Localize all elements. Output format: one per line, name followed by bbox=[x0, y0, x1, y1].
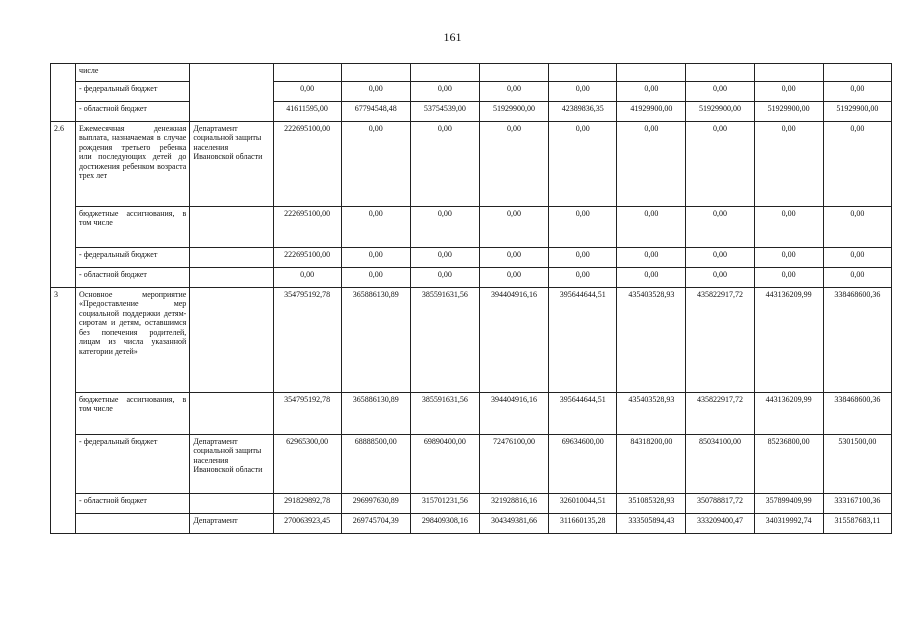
value-cell: 68888500,00 bbox=[341, 435, 410, 494]
value-cell: 0,00 bbox=[341, 248, 410, 268]
value-cell: 0,00 bbox=[754, 207, 823, 248]
row-code: 2.6 bbox=[51, 122, 76, 288]
value-cell: 72476100,00 bbox=[479, 435, 548, 494]
value-cell: 222695100,00 bbox=[273, 248, 341, 268]
value-cell: 0,00 bbox=[273, 268, 341, 288]
row-department bbox=[190, 288, 273, 393]
table-row bbox=[51, 268, 892, 288]
value-cell: 69634600,00 bbox=[549, 435, 617, 494]
value-cell: 0,00 bbox=[686, 268, 754, 288]
value-cell: 0,00 bbox=[479, 248, 548, 268]
table-row bbox=[51, 122, 892, 207]
table-row bbox=[51, 207, 892, 248]
table-row bbox=[51, 393, 892, 435]
value-cell: 321928816,16 bbox=[479, 494, 548, 514]
value-cell: 85034100,00 bbox=[686, 435, 754, 494]
value-cell: 311660135,28 bbox=[549, 514, 617, 534]
value-cell: 357899409,99 bbox=[754, 494, 823, 514]
value-cell: 340319992,74 bbox=[754, 514, 823, 534]
row-department bbox=[190, 248, 273, 268]
value-cell: 333209400,47 bbox=[686, 514, 754, 534]
value-cell: 0,00 bbox=[410, 207, 479, 248]
value-cell: 0,00 bbox=[549, 122, 617, 207]
value-cell: 85236800,00 bbox=[754, 435, 823, 494]
value-cell: 0,00 bbox=[341, 207, 410, 248]
value-cell: 67794548,48 bbox=[341, 102, 410, 122]
value-cell: 0,00 bbox=[617, 122, 686, 207]
row-description: - федеральный бюджет bbox=[76, 248, 190, 268]
value-cell: 338468600,36 bbox=[823, 288, 891, 393]
value-cell: 394404916,16 bbox=[479, 288, 548, 393]
value-cell: 0,00 bbox=[410, 122, 479, 207]
value-cell: 315701231,56 bbox=[410, 494, 479, 514]
value-cell: 350788817,72 bbox=[686, 494, 754, 514]
table-row bbox=[51, 82, 892, 102]
row-department: Департамент социальной защиты населения Ивановской области bbox=[190, 435, 273, 494]
value-cell: 435403528,93 bbox=[617, 393, 686, 435]
row-description: - областной бюджет bbox=[76, 268, 190, 288]
value-cell bbox=[754, 64, 823, 82]
row-department bbox=[190, 494, 273, 514]
row-code bbox=[51, 64, 76, 122]
value-cell: 435403528,93 bbox=[617, 288, 686, 393]
value-cell bbox=[479, 64, 548, 82]
value-cell: 0,00 bbox=[754, 82, 823, 102]
value-cell: 51929900,00 bbox=[823, 102, 891, 122]
value-cell bbox=[823, 64, 891, 82]
value-cell: 0,00 bbox=[549, 268, 617, 288]
value-cell: 53754539,00 bbox=[410, 102, 479, 122]
row-department bbox=[190, 393, 273, 435]
table-row bbox=[51, 435, 892, 494]
value-cell: 315587683,11 bbox=[823, 514, 891, 534]
value-cell: 0,00 bbox=[823, 122, 891, 207]
value-cell: 41611595,00 bbox=[273, 102, 341, 122]
value-cell: 0,00 bbox=[686, 248, 754, 268]
value-cell: 394404916,16 bbox=[479, 393, 548, 435]
row-description: Ежемесячная денежная выплата, назначаемая в случае рождения третьего ребенка или последующих детей до достижения ребенком возраста трех лет bbox=[76, 122, 190, 207]
row-department bbox=[190, 268, 273, 288]
value-cell: 0,00 bbox=[686, 207, 754, 248]
value-cell: 333505894,43 bbox=[617, 514, 686, 534]
value-cell: 51929900,00 bbox=[686, 102, 754, 122]
value-cell bbox=[549, 64, 617, 82]
value-cell: 435822917,72 bbox=[686, 393, 754, 435]
value-cell: 443136209,99 bbox=[754, 393, 823, 435]
value-cell: 0,00 bbox=[341, 122, 410, 207]
value-cell: 435822917,72 bbox=[686, 288, 754, 393]
value-cell: 0,00 bbox=[617, 207, 686, 248]
row-description: - федеральный бюджет bbox=[76, 82, 190, 102]
value-cell: 0,00 bbox=[617, 268, 686, 288]
value-cell: 354795192,78 bbox=[273, 393, 341, 435]
budget-table bbox=[50, 63, 892, 534]
row-description: числе bbox=[76, 64, 190, 82]
value-cell: 0,00 bbox=[549, 207, 617, 248]
row-department bbox=[190, 207, 273, 248]
table-row bbox=[51, 102, 892, 122]
value-cell: 0,00 bbox=[617, 82, 686, 102]
value-cell bbox=[273, 64, 341, 82]
row-description: - областной бюджет bbox=[76, 494, 190, 514]
page-number: 161 bbox=[443, 30, 462, 44]
value-cell: 0,00 bbox=[754, 248, 823, 268]
value-cell: 0,00 bbox=[341, 82, 410, 102]
value-cell: 0,00 bbox=[754, 122, 823, 207]
value-cell: 385591631,56 bbox=[410, 393, 479, 435]
value-cell: 222695100,00 bbox=[273, 207, 341, 248]
value-cell: 0,00 bbox=[686, 122, 754, 207]
value-cell: 0,00 bbox=[479, 268, 548, 288]
value-cell: 395644644,51 bbox=[549, 393, 617, 435]
table-row bbox=[51, 288, 892, 393]
value-cell: 0,00 bbox=[686, 82, 754, 102]
value-cell: 365886130,89 bbox=[341, 288, 410, 393]
value-cell bbox=[686, 64, 754, 82]
value-cell: 0,00 bbox=[410, 268, 479, 288]
table-row bbox=[51, 514, 892, 534]
value-cell: 222695100,00 bbox=[273, 122, 341, 207]
value-cell: 84318200,00 bbox=[617, 435, 686, 494]
value-cell: 269745704,39 bbox=[341, 514, 410, 534]
row-description: бюджетные ассигнования, в том числе bbox=[76, 393, 190, 435]
table-row bbox=[51, 64, 892, 82]
row-description: - федеральный бюджет bbox=[76, 435, 190, 494]
value-cell: 395644644,51 bbox=[549, 288, 617, 393]
table-row bbox=[51, 248, 892, 268]
row-department: Департамент социальной защиты населения Ивановской области bbox=[190, 122, 273, 207]
value-cell: 0,00 bbox=[410, 82, 479, 102]
value-cell: 51929900,00 bbox=[754, 102, 823, 122]
value-cell: 69890400,00 bbox=[410, 435, 479, 494]
value-cell: 0,00 bbox=[754, 268, 823, 288]
value-cell: 0,00 bbox=[823, 207, 891, 248]
value-cell: 333167100,36 bbox=[823, 494, 891, 514]
value-cell: 0,00 bbox=[341, 268, 410, 288]
value-cell: 298409308,16 bbox=[410, 514, 479, 534]
value-cell: 0,00 bbox=[549, 82, 617, 102]
value-cell: 42389836,35 bbox=[549, 102, 617, 122]
value-cell: 304349381,66 bbox=[479, 514, 548, 534]
row-description: - областной бюджет bbox=[76, 102, 190, 122]
value-cell bbox=[410, 64, 479, 82]
value-cell: 443136209,99 bbox=[754, 288, 823, 393]
row-code: 3 bbox=[51, 288, 76, 534]
value-cell: 0,00 bbox=[823, 248, 891, 268]
row-description: Основное мероприятие «Предоставление мер социальной поддержки детям-сиротам и детям, оставшимся без попечения родителей, лицам из числа указанной категории детей» bbox=[76, 288, 190, 393]
value-cell: 0,00 bbox=[479, 122, 548, 207]
row-department: Департамент bbox=[190, 514, 273, 534]
value-cell: 270063923,45 bbox=[273, 514, 341, 534]
value-cell: 354795192,78 bbox=[273, 288, 341, 393]
value-cell: 0,00 bbox=[479, 82, 548, 102]
value-cell: 0,00 bbox=[823, 82, 891, 102]
row-description bbox=[76, 514, 190, 534]
value-cell: 41929900,00 bbox=[617, 102, 686, 122]
value-cell: 62965300,00 bbox=[273, 435, 341, 494]
value-cell: 296997630,89 bbox=[341, 494, 410, 514]
value-cell: 0,00 bbox=[273, 82, 341, 102]
value-cell: 291829892,78 bbox=[273, 494, 341, 514]
value-cell: 0,00 bbox=[549, 248, 617, 268]
table-row bbox=[51, 494, 892, 514]
value-cell: 0,00 bbox=[479, 207, 548, 248]
value-cell: 365886130,89 bbox=[341, 393, 410, 435]
value-cell: 0,00 bbox=[823, 268, 891, 288]
value-cell: 338468600,36 bbox=[823, 393, 891, 435]
value-cell bbox=[617, 64, 686, 82]
value-cell: 51929900,00 bbox=[479, 102, 548, 122]
row-description: бюджетные ассигнования, в том числе bbox=[76, 207, 190, 248]
value-cell: 5301500,00 bbox=[823, 435, 891, 494]
value-cell: 0,00 bbox=[617, 248, 686, 268]
value-cell: 326010044,51 bbox=[549, 494, 617, 514]
value-cell: 0,00 bbox=[410, 248, 479, 268]
row-department bbox=[190, 64, 273, 122]
value-cell: 385591631,56 bbox=[410, 288, 479, 393]
value-cell bbox=[341, 64, 410, 82]
value-cell: 351085328,93 bbox=[617, 494, 686, 514]
